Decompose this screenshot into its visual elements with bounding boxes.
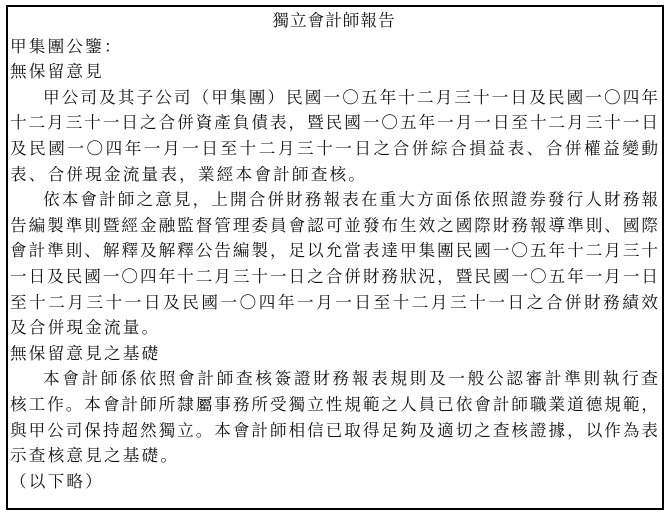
text-line: 十二月三十一日之合併資產負債表，暨民國一〇五年一月一日至十二月三十一日 [10, 113, 658, 133]
text-line: 至十二月三十一日及民國一〇四年一月一日至十二月三十一日之合併財務績效 [10, 292, 658, 312]
text-line: 示查核意見之基礎。 [10, 446, 180, 466]
text-line: 一日及民國一〇四年十二月三十一日之合併財務狀況，暨民國一〇五年一月一日 [10, 266, 658, 286]
report-title: 獨立會計師報告 [272, 11, 396, 30]
text-line: 與甲公司保持超然獨立。本會計師相信已取得足夠及適切之查核證據，以作為表 [10, 420, 658, 440]
opinion-paragraph-2 [10, 187, 658, 341]
text-line: 表、合併現金流量表，業經本會計師查核。 [10, 164, 368, 184]
text-line: 及民國一〇四年一月一日至十二月三十一日之合併綜合損益表、合併權益變動 [10, 138, 658, 158]
text-line: 會計準則、解釋及解釋公告編製，足以允當表達甲集團民國一〇五年十二月三十 [10, 241, 658, 261]
omitted-note: （以下略） [10, 471, 104, 491]
basis-heading: 無保留意見之基礎 [10, 343, 161, 363]
text-line: 及合併現金流量。 [10, 318, 161, 338]
salutation: 甲集團公鑒： [10, 36, 123, 56]
opinion-paragraph-1 [10, 85, 658, 187]
text-line: 告編製準則暨經金融監督管理委員會認可並發布生效之國際財務報導準則、國際 [10, 215, 658, 235]
text-line: 本會計師係依照會計師查核簽證財務報表規則及一般公認審計準則執行查 [43, 369, 658, 389]
auditor-report [10, 8, 658, 494]
basis-paragraph [10, 366, 658, 468]
text-line: 核工作。本會計師所隸屬事務所受獨立性規範之人員已依會計師職業道德規範， [10, 394, 658, 414]
text-line: 依本會計師之意見，上開合併財務報表在重大方面係依照證券發行人財務報 [43, 190, 658, 210]
opinion-heading: 無保留意見 [10, 62, 104, 82]
text-line: 甲公司及其子公司（甲集團）民國一〇五年十二月三十一日及民國一〇四年 [43, 87, 658, 107]
